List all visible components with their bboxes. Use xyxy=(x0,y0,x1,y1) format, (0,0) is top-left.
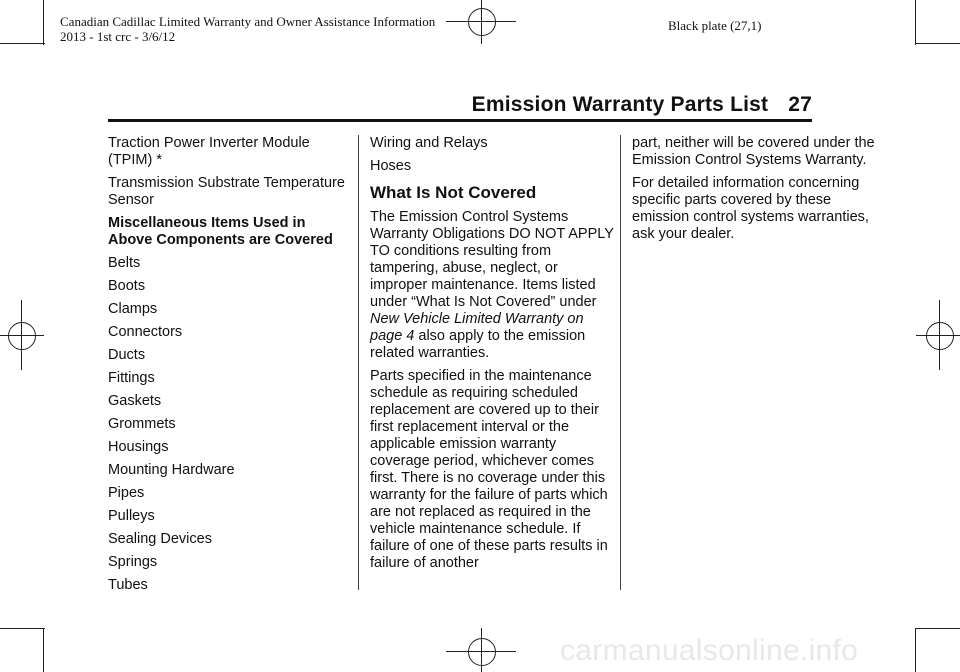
paragraph: Traction Power Inverter Module (TPIM) * xyxy=(108,135,310,168)
list-item: Pulleys xyxy=(108,508,155,524)
section-subheading: What Is Not Covered xyxy=(370,183,537,202)
column-divider xyxy=(620,135,621,590)
paragraph: For detailed information concerning specific parts covered by these emission control systems warranties, ask your dealer. xyxy=(632,175,869,242)
section-title: Emission Warranty Parts List xyxy=(471,93,769,116)
paragraph: part, neither will be covered under the Emission Control Systems Warranty. xyxy=(632,135,875,168)
cross-reference-link[interactable]: New Vehicle Limited Warranty on page 4 xyxy=(370,311,584,344)
list-item: Fittings xyxy=(108,370,155,386)
list-item: Springs xyxy=(108,554,158,570)
crop-mark xyxy=(0,628,45,629)
list-item: Clamps xyxy=(108,301,158,317)
column-3 xyxy=(632,135,877,249)
print-header-revision: 2013 - 1st crc - 3/6/12 xyxy=(60,29,176,44)
list-item: Mounting Hardware xyxy=(108,462,235,478)
list-item: Sealing Devices xyxy=(108,531,212,547)
crop-mark xyxy=(915,0,916,45)
crop-mark xyxy=(915,628,916,672)
paragraph-text: also apply to the emission related warranties. xyxy=(370,328,586,361)
list-item: Boots xyxy=(108,278,146,294)
heading-rule xyxy=(108,119,812,122)
paragraph: Parts specified in the maintenance schedule as requiring scheduled replacement are covered up to their first replacement interval or the applicable emission warranty coverage period, whichever comes first. There is no coverage under this warranty for the failure of parts which are not replaced as required in the vehicle maintenance schedule. If failure of one of these parts results in failure of another xyxy=(370,368,608,571)
paragraph-text: The Emission Control Systems Warranty Obligations DO NOT APPLY TO conditions resulting from tampering, abuse, neglect, or improper maintenance. Items listed under “What Is Not Covered” under xyxy=(370,209,614,310)
section-heading xyxy=(472,93,812,117)
paragraph xyxy=(370,209,615,362)
list-item: Tubes xyxy=(108,577,148,593)
list-item: Belts xyxy=(108,255,141,271)
list-item: Pipes xyxy=(108,485,145,501)
crop-mark xyxy=(43,0,44,45)
column-divider xyxy=(358,135,359,590)
list-item: Housings xyxy=(108,439,169,455)
page-number: 27 xyxy=(788,93,812,116)
list-item: Hoses xyxy=(370,158,412,174)
watermark: carmanualsonline.info xyxy=(560,634,859,667)
list-item: Grommets xyxy=(108,416,176,432)
list-item: Connectors xyxy=(108,324,183,340)
plate-label: Black plate (27,1) xyxy=(668,18,762,33)
crop-mark xyxy=(0,43,45,44)
crop-mark xyxy=(915,628,960,629)
crop-mark xyxy=(915,43,960,44)
print-header-title: Canadian Cadillac Limited Warranty and Owner Assistance Information xyxy=(60,14,436,29)
print-header xyxy=(60,14,435,44)
crop-mark xyxy=(43,628,44,672)
column-1 xyxy=(108,135,353,600)
list-item: Wiring and Relays xyxy=(370,135,488,151)
list-item: Ducts xyxy=(108,347,146,363)
paragraph: Transmission Substrate Temperature Sensor xyxy=(108,175,345,208)
column-2 xyxy=(370,135,615,578)
subheading: Miscellaneous Items Used in Above Components are Covered xyxy=(108,215,333,248)
list-item: Gaskets xyxy=(108,393,162,409)
